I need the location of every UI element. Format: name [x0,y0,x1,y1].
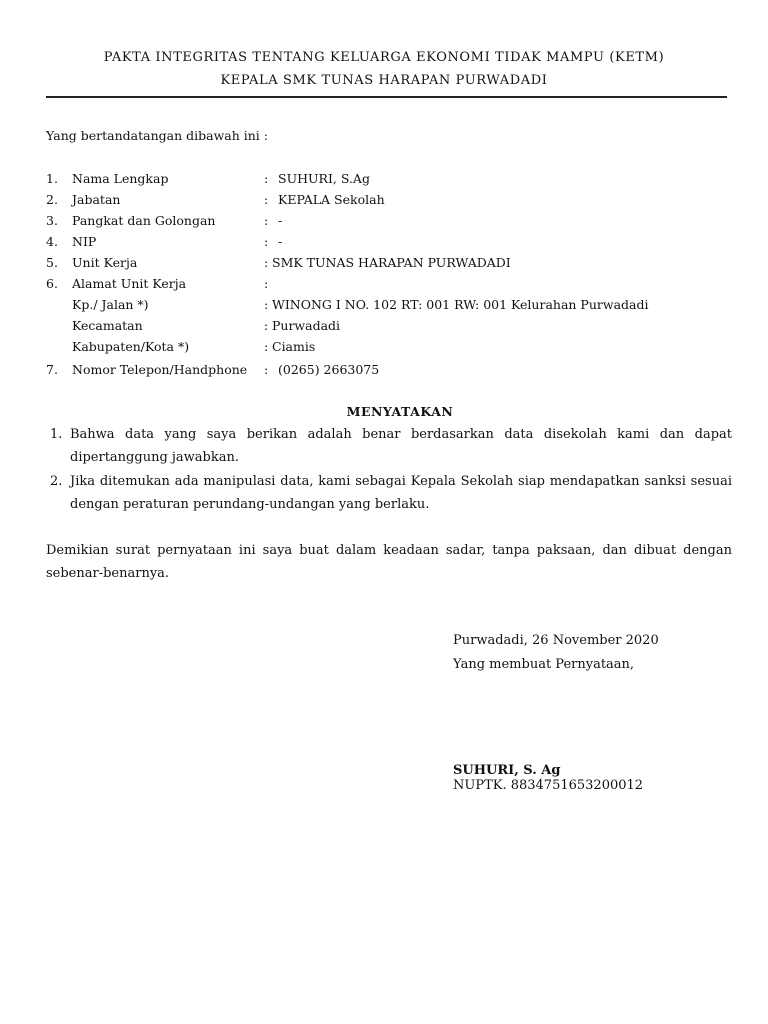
field-label: Kecamatan [72,318,143,333]
field-value: - [278,213,283,228]
signature-name: SUHURI, S. Ag [453,763,561,778]
field-number: 6. [46,276,58,291]
field-colon: : [264,276,269,291]
field-label: Nomor Telepon/Handphone [72,362,248,377]
statement-item [50,470,732,516]
field-label: NIP [72,234,97,249]
field-colon: : [264,192,269,207]
field-label: Unit Kerja [72,255,138,270]
field-colon: : [264,255,269,270]
field-label: Alamat Unit Kerja [72,276,187,291]
document-subtitle: KEPALA SMK TUNAS HARAPAN PURWADADI [220,73,548,88]
field-value: KEPALA Sekolah [278,192,385,207]
field-number: 7. [46,362,58,377]
field-label: Kp./ Jalan *) [72,297,149,312]
field-value: (0265) 2663075 [278,362,380,377]
field-colon: : [264,339,269,354]
closing-paragraph: Demikian surat pernyataan ini saya buat dalam keadaan sadar, tanpa paksaan, dan dibuat dengan sebenar-benarnya. [46,543,732,581]
field-colon: : [264,297,269,312]
intro-text: Yang bertandatangan dibawah ini : [46,128,268,143]
signature-nuptk: NUPTK. 8834751653200012 [453,778,644,793]
statement-number: 1. [50,427,63,442]
field-colon: : [264,318,269,333]
header-divider [46,96,727,98]
declaration-heading: MENYATAKAN [346,404,454,419]
field-colon: : [264,362,269,377]
field-number: 4. [46,234,58,249]
field-value: SMK TUNAS HARAPAN PURWADADI [272,255,511,270]
document-title: PAKTA INTEGRITAS TENTANG KELUARGA EKONOMI TIDAK MAMPU (KETM) [103,50,665,65]
field-number: 2. [46,192,58,207]
field-label: Jabatan [72,192,121,207]
field-colon: : [264,234,269,249]
statement-number: 2. [50,474,63,489]
field-value: WINONG I NO. 102 RT: 001 RW: 001 Kelurahan Purwadadi [272,297,649,312]
signature-maker-label: Yang membuat Pernyataan, [453,657,635,672]
statement-item [50,423,732,469]
field-value: SUHURI, S.Ag [278,171,370,186]
field-colon: : [264,213,269,228]
statement-text: Bahwa data yang saya berikan adalah benar berdasarkan data disekolah kami dan dapat dipertanggung jawabkan. [70,427,732,465]
field-label: Kabupaten/Kota *) [72,339,190,354]
field-number: 3. [46,213,58,228]
field-label: Pangkat dan Golongan [72,213,216,228]
field-number: 5. [46,255,58,270]
signature-place-date: Purwadadi, 26 November 2020 [453,633,659,648]
field-number: 1. [46,171,58,186]
field-value: Purwadadi [272,318,341,333]
field-value: - [278,234,283,249]
field-colon: : [264,171,269,186]
field-label: Nama Lengkap [72,171,169,186]
statement-text: Jika ditemukan ada manipulasi data, kami sebagai Kepala Sekolah siap mendapatkan sanksi sesuai dengan peraturan perundang-undangan yang berlaku. [70,474,732,512]
field-value: Ciamis [272,339,316,354]
